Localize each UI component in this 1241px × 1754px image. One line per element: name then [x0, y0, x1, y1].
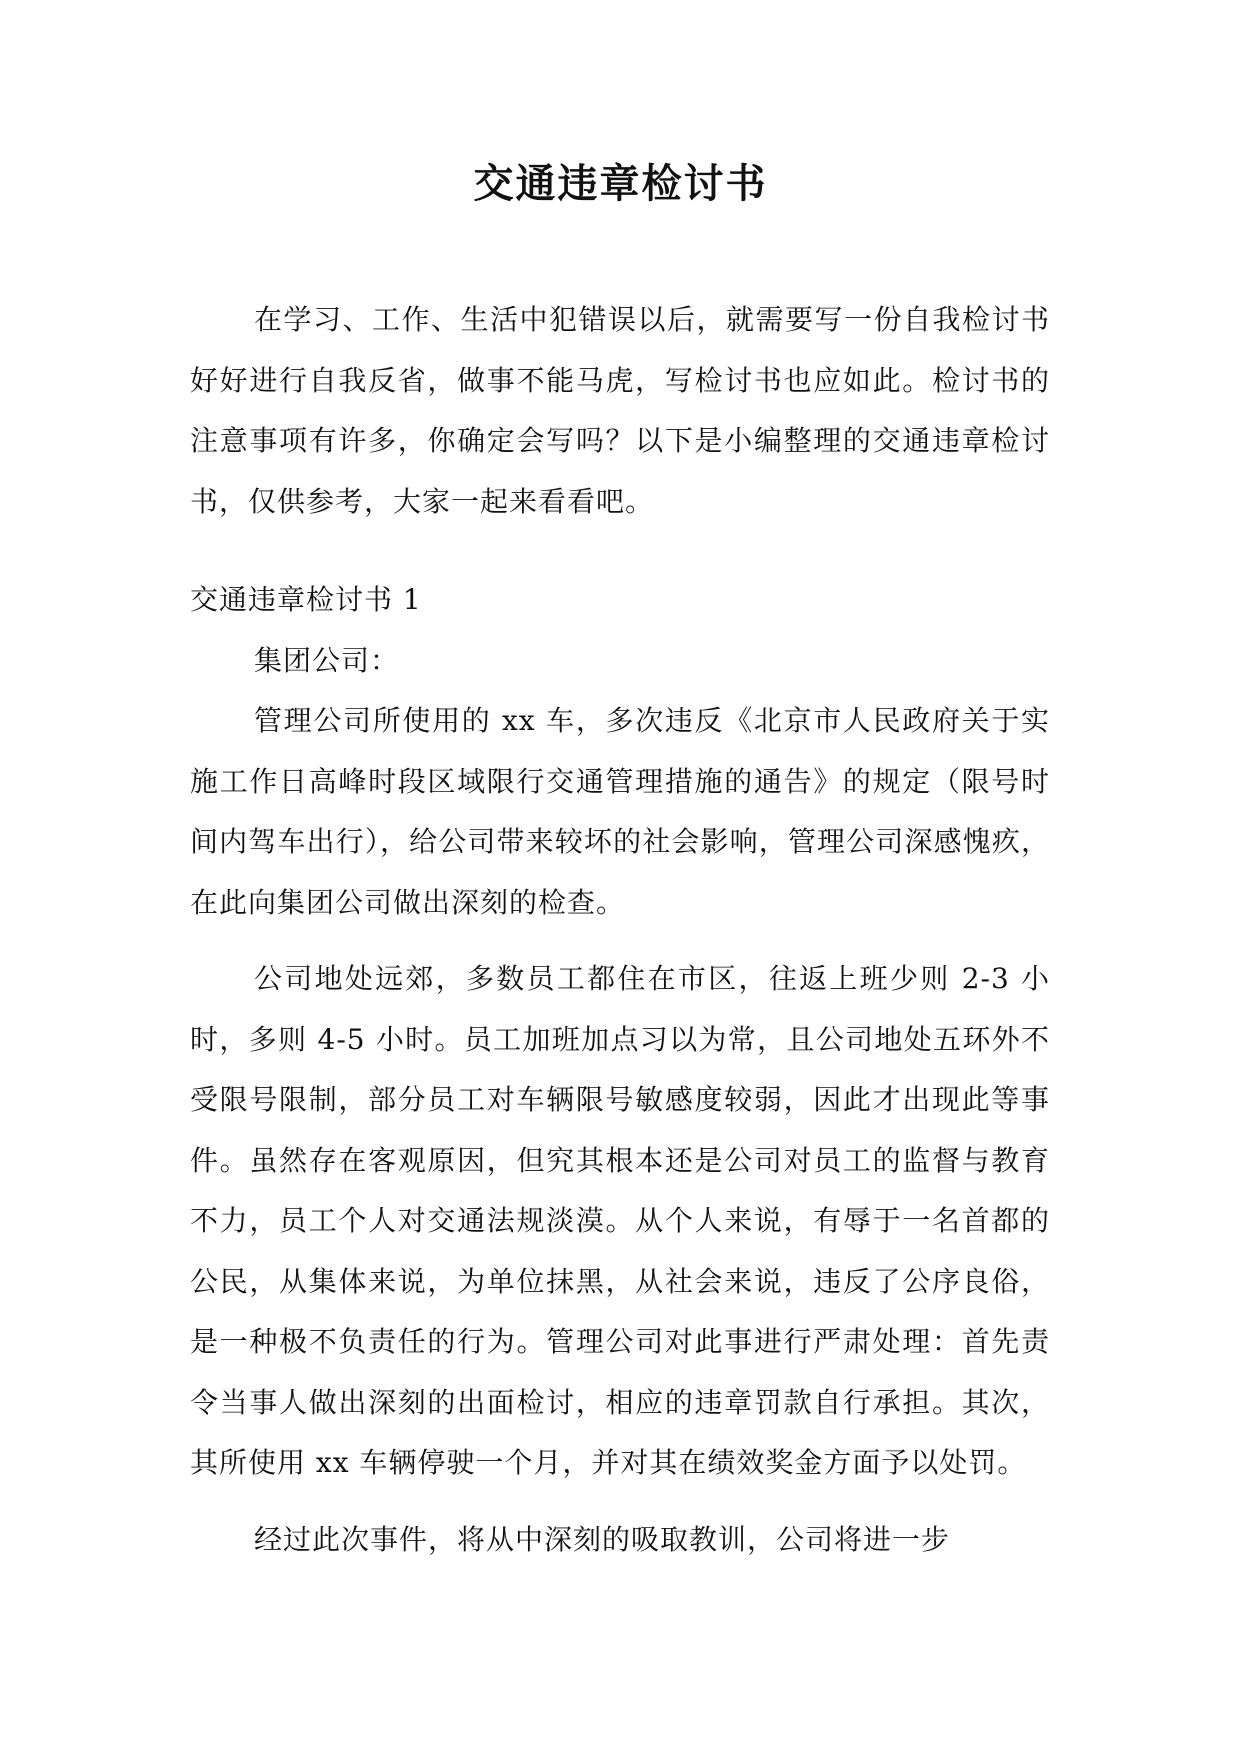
body-paragraph: 公司地处远郊，多数员工都住在市区，往返上班少则 2-3 小时，多则 4-5 小时。员工加班加点习以为常，且公司地处五环外不受限号限制，部分员工对车辆限号敏感度较弱，因此才出现此等事件。虽然存在客观原因，但究其根本还是公司对员工的监督与教育不力，员工个人对交通法规淡漠。从个人来说，有辱于一名首都的公民，从集体来说，为单位抹黑，从社会来说，违反了公序良俗，是一种极不负责任的行为。管理公司对此事进行严肃处理：首先责令当事人做出深刻的出面检讨，相应的违章罚款自行承担。其次，其所使用 xx 车辆停驶一个月，并对其在绩效奖金方面予以处罚。 — [190, 962, 1050, 1479]
salutation: 集团公司： — [254, 643, 400, 677]
body-paragraph: 经过此次事件，将从中深刻的吸取教训，公司将进一步 — [254, 1522, 951, 1556]
document-title: 交通违章检讨书 — [473, 161, 768, 207]
section-heading: 交通违章检讨书 1 — [190, 583, 422, 616]
body-paragraph: 管理公司所使用的 xx 车，多次违反《北京市人民政府关于实施工作日高峰时段区域限行交通管理措施的通告》的规定（限号时间内驾车出行），给公司带来较坏的社会影响，管理公司深感愧疚，在此向集团公司做出深刻的检查。 — [190, 704, 1050, 919]
intro-paragraph: 在学习、工作、生活中犯错误以后，就需要写一份自我检讨书好好进行自我反省，做事不能马虎，写检讨书也应如此。检讨书的注意事项有许多，你确定会写吗？以下是小编整理的交通违章检讨书，仅供参考，大家一起来看看吧。 — [190, 303, 1050, 518]
document-body — [190, 290, 1050, 1570]
